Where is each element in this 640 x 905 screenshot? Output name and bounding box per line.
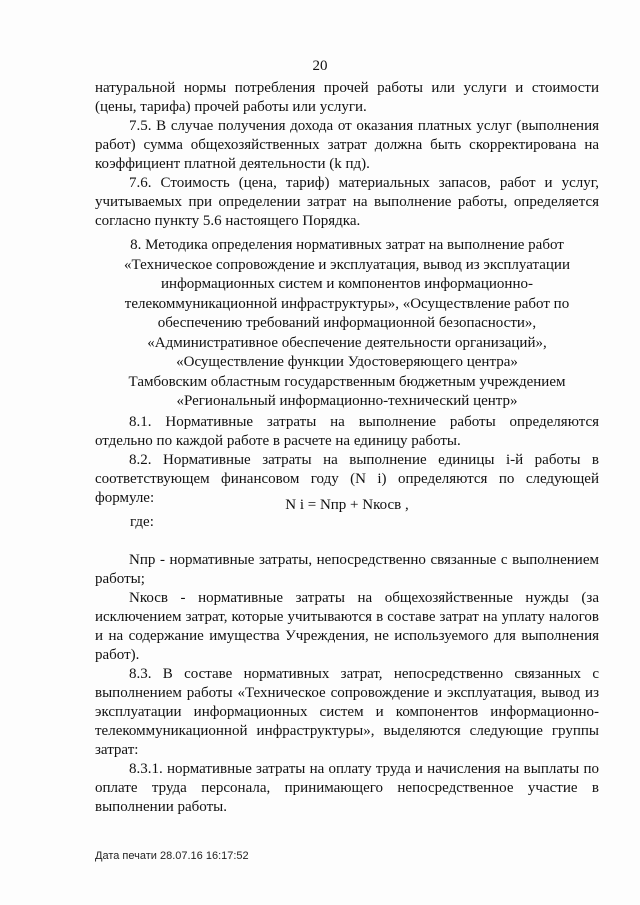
section-title-line: «Административное обеспечение деятельности организаций», (147, 334, 547, 351)
paragraph-7-6: 7.6. Стоимость (цена, тариф) материальных запасов, работ и услуг, учитываемых при определении затрат на выполнение работы, определяется согласно пункту 5.6 настоящего Порядка. (95, 175, 599, 229)
section-title-line: 8. Методика определения нормативных затрат на выполнение работ (130, 237, 564, 253)
section-title-line: информационных систем и компонентов информационно- (161, 276, 533, 292)
section-title-line: Тамбовским областным государственным бюджетным учреждением (128, 373, 566, 390)
section-title-line: «Региональный информационно-технический центр» (176, 393, 518, 409)
paragraph-8-3-1: 8.3.1. нормативные затраты на оплату труда и начисления на выплаты по оплате труда персонала, принимающего непосредственное участие в выполнении работы. (95, 761, 599, 815)
paragraph-8-3: 8.3. В составе нормативных затрат, непосредственно связанных с выполнением работы «Техническое сопровождение и эксплуатация, вывод из эксплуатации информационных систем и компонентов информационно-телекоммуникационной инфраструктуры», выделяются следующие группы затрат: (95, 666, 599, 758)
formula: N i = Nпр + Nкосв , (285, 497, 409, 513)
paragraphs-8-1-8-2 (95, 413, 599, 508)
print-date-footer: Дата печати 28.07.16 16:17:52 (95, 850, 249, 862)
section-title-line: «Техническое сопровождение и эксплуатация, вывод из эксплуатации (124, 256, 570, 273)
definitions-and-8-3 (95, 551, 599, 817)
paragraph-7-5: 7.5. В случае получения дохода от оказания платных услуг (выполнения работ) сумма общехозяйственных затрат должна быть скорректирована на коэффициент платной деятельности (k пд). (95, 118, 599, 172)
page-number: 20 (312, 58, 328, 74)
section-title-line: телекоммуникационной инфраструктуры», «Осуществление работ по (124, 295, 570, 312)
paragraph-8-2: 8.2. Нормативные затраты на выполнение единицы i-й работы в соответствующем финансовом году (N i) определяются по следующей формуле: (95, 452, 599, 506)
paragraph-8-1: 8.1. Нормативные затраты на выполнение работы определяются отдельно по каждой работе в расчете на единицу работы. (95, 414, 599, 449)
section-title-line: «Осуществление функции Удостоверяющего центра» (176, 354, 518, 370)
definition-nkosv: Nкосв - нормативные затраты на общехозяйственные нужды (за исключением затрат, которые учитываются в составе затрат на уплату налогов и на содержание имущества Учреждения, не используемого для выполнения работ). (95, 590, 599, 663)
section-title-line: обеспечению требований информационной безопасности», (157, 315, 537, 331)
where-label: где: (130, 514, 154, 530)
definition-npr: Nпр - нормативные затраты, непосредственно связанные с выполнением работы; (95, 552, 599, 587)
section-8-title (95, 236, 599, 412)
paragraph-continuation: натуральной нормы потребления прочей работы или услуги и стоимости (цены, тарифа) прочей работы или услуги. (95, 80, 599, 115)
top-paragraphs (95, 79, 599, 231)
